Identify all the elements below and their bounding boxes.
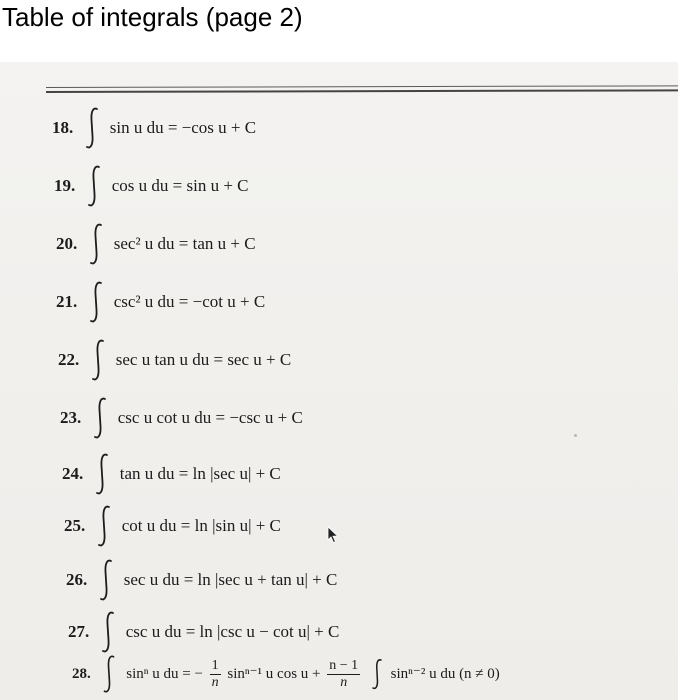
formula-25 bbox=[64, 504, 281, 548]
fraction-one-over-n bbox=[210, 658, 221, 691]
fraction-numerator: 1 bbox=[211, 657, 219, 673]
formula-28 bbox=[72, 654, 500, 694]
formula-26 bbox=[66, 558, 337, 602]
formula-expression: sin u du = −cos u + C bbox=[109, 118, 257, 137]
formula-expression: cos u du = sin u + C bbox=[111, 176, 249, 195]
formula-number: 28. bbox=[72, 666, 91, 682]
formula-21 bbox=[56, 280, 265, 324]
formula-number: 22. bbox=[58, 350, 80, 369]
integral-sign-icon bbox=[88, 280, 104, 324]
formula-expression: cot u du = ln |sin u| + C bbox=[121, 516, 281, 535]
formula-19 bbox=[54, 164, 249, 208]
formula-number: 23. bbox=[60, 408, 82, 427]
formula-expression: sec u du = ln |sec u + tan u| + C bbox=[123, 570, 338, 589]
page-title: Table of integrals (page 2) bbox=[2, 2, 303, 32]
formula-expression: csc u du = ln |csc u − cot u| + C bbox=[125, 622, 340, 641]
formula-expression: sec u tan u du = sec u + C bbox=[115, 350, 292, 369]
page-speck bbox=[574, 434, 577, 437]
formula-expression: csc² u du = −cot u + C bbox=[113, 292, 266, 311]
mouse-pointer-icon bbox=[326, 526, 340, 544]
fraction-denominator: n bbox=[211, 674, 219, 690]
title-bar bbox=[0, 0, 678, 62]
integral-sign-icon bbox=[92, 396, 108, 440]
formula-number: 21. bbox=[56, 292, 78, 311]
formula-number: 24. bbox=[62, 464, 84, 483]
formula-23 bbox=[60, 396, 303, 440]
integral-sign-icon bbox=[94, 452, 110, 496]
fraction-n-minus-one-over-n bbox=[327, 658, 360, 691]
integral-sign-icon bbox=[98, 558, 114, 602]
formula-number: 20. bbox=[56, 234, 78, 253]
integral-sign-icon bbox=[84, 106, 100, 150]
fraction-numerator: n − 1 bbox=[329, 657, 359, 673]
formula-lhs: sinⁿ u du = − bbox=[126, 666, 203, 682]
formula-middle: sinⁿ⁻¹ u cos u + bbox=[227, 666, 321, 682]
integral-sign-icon bbox=[101, 654, 117, 694]
integral-sign-icon bbox=[371, 658, 383, 690]
formula-number: 18. bbox=[52, 118, 74, 137]
integral-sign-icon bbox=[88, 222, 104, 266]
formula-rhs: sinⁿ⁻² u du (n ≠ 0) bbox=[390, 666, 500, 682]
fraction-denominator: n bbox=[340, 674, 348, 690]
formula-number: 26. bbox=[66, 570, 88, 589]
formula-expression: sec² u du = tan u + C bbox=[113, 234, 256, 253]
formula-24 bbox=[62, 452, 281, 496]
formula-expression: tan u du = ln |sec u| + C bbox=[119, 464, 281, 483]
formula-27 bbox=[68, 610, 339, 654]
formula-20 bbox=[56, 222, 256, 266]
integral-sign-icon bbox=[90, 338, 106, 382]
formula-number: 19. bbox=[54, 176, 76, 195]
integral-sign-icon bbox=[100, 610, 116, 654]
formula-expression: csc u cot u du = −csc u + C bbox=[117, 408, 303, 427]
formula-22 bbox=[58, 338, 291, 382]
formula-18 bbox=[52, 106, 256, 150]
integral-sign-icon bbox=[96, 504, 112, 548]
integral-sign-icon bbox=[86, 164, 102, 208]
formula-number: 25. bbox=[64, 516, 86, 535]
formula-number: 27. bbox=[68, 622, 90, 641]
